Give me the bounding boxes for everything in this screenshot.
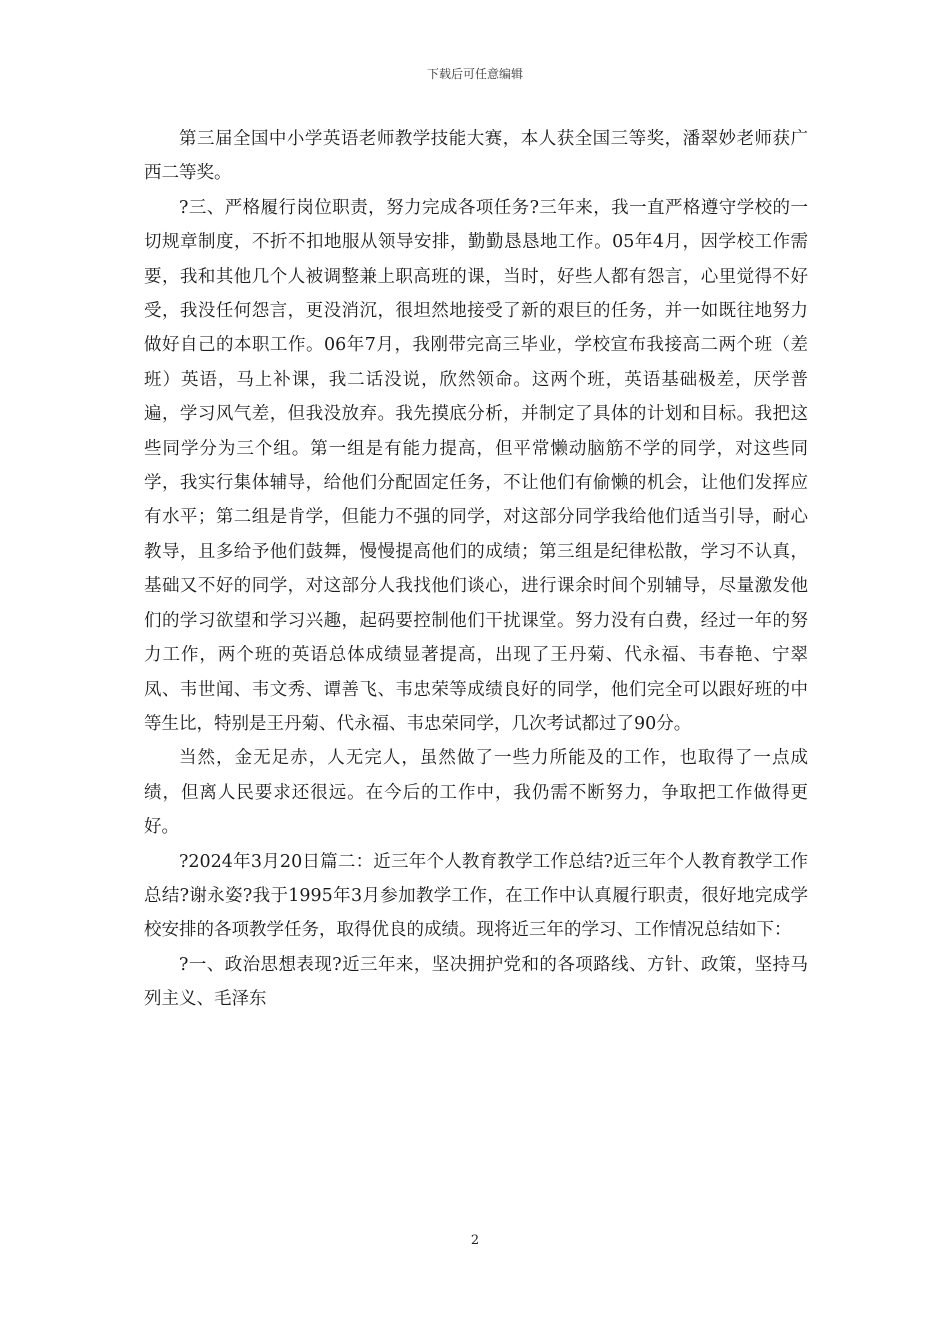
paragraph-competition-award: 第三届全国中小学英语老师教学技能大赛，本人获全国三等奖，潘翠妙老师获广西二等奖。 — [144, 129, 808, 184]
page-header: 下载后可任意编辑 — [426, 67, 523, 81]
paragraph-second-article-intro: ?2024年3月20日篇二：近三年个人教育教学工作总结?近三年个人教育教学工作总结?谢永姿?我于1995年3月参加教学工作，在工作中认真履行职责，很好地完成学校安排的各项教学任务，取得优良的成绩。现将近三年的学习、工作情况总结如下： — [144, 851, 808, 941]
document-body — [144, 122, 808, 1017]
page-number: 2 — [470, 1233, 480, 1248]
paragraph-conclusion: 当然，金无足赤，人无完人，虽然做了一些力所能及的工作，也取得了一点成绩，但离人民要求还很远。在今后的工作中，我仍需不断努力，争取把工作做得更好。 — [144, 748, 808, 838]
paragraph-job-duties: ?三、严格履行岗位职责，努力完成各项任务?三年来，我一直严格遵守学校的一切规章制度，不折不扣地服从领导安排，勤勤恳恳地工作。05年4月，因学校工作需要，我和其他几个人被调整兼上职高班的课，当时，好些人都有怨言，心里觉得不好受，我没任何怨言，更没消沉，很坦然地接受了新的艰巨的任务，并一如既往地努力做好自己的本职工作。06年7月，我刚带完高三毕业，学校宣布我接高二两个班（差班）英语，马上补课，我二话没说，欣然领命。这两个班，英语基础极差，厌学普遍，学习风气差，但我没放弃。我先摸底分析，并制定了具体的计划和目标。我把这些同学分为三个组。第一组是有能力提高，但平常懒动脑筋不学的同学，对这些同学，我实行集体辅导，给他们分配固定任务，不让他们有偷懒的机会，让他们发挥应有水平；第二组是肯学，但能力不强的同学，对这部分同学我给他们适当引导，耐心教导，且多给予他们鼓舞，慢慢提高他们的成绩；第三组是纪律松散，学习不认真，基础又不好的同学，对这部分人我找他们谈心，进行课余时间个别辅导，尽量激发他们的学习欲望和学习兴趣，起码要控制他们干扰课堂。努力没有白费，经过一年的努力工作，两个班的英语总体成绩显著提高，出现了王丹菊、代永福、韦春艳、宁翠凤、韦世闻、韦文秀、谭善飞、韦忠荣等成绩良好的同学，他们完全可以跟好班的中等生比，特别是王丹菊、代永福、韦忠荣同学，几次考试都过了90分。 — [144, 197, 808, 734]
paragraph-political-performance: ?一、政治思想表现?近三年来，坚决拥护党和的各项路线、方针、政策，坚持马列主义、毛泽东 — [144, 954, 808, 1010]
